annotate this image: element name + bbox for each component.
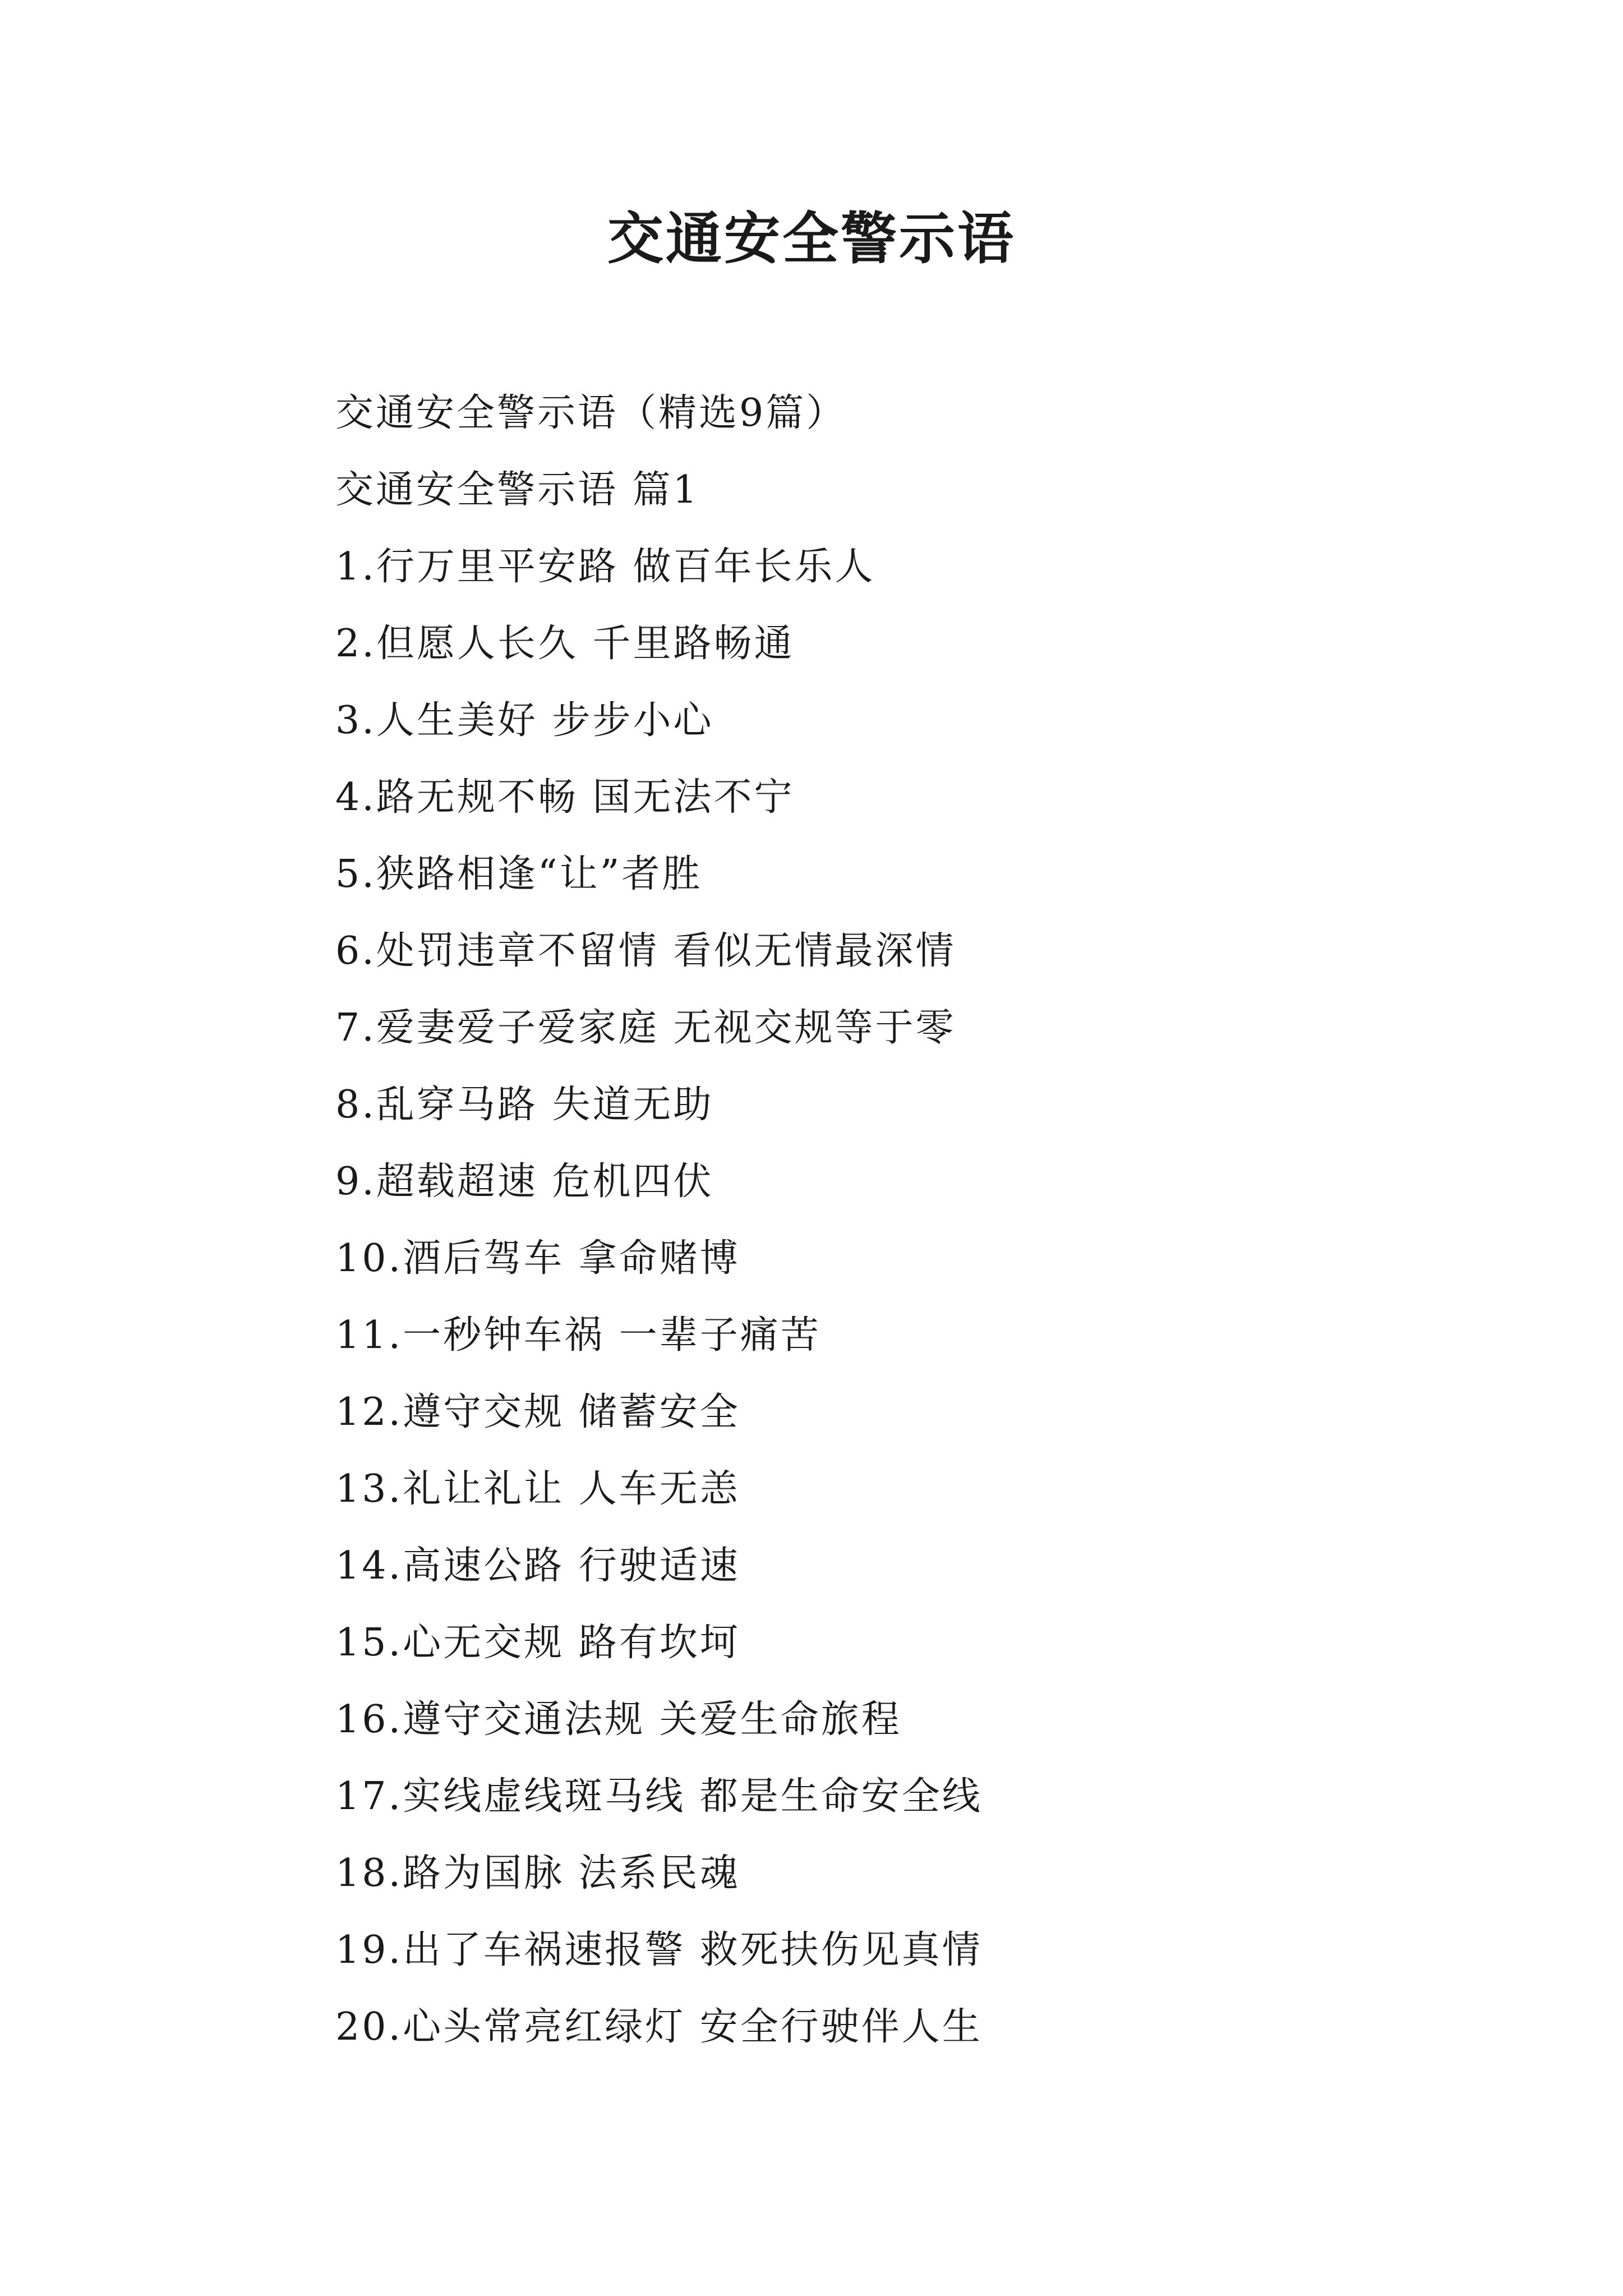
list-item (335, 759, 1457, 836)
list-item (335, 990, 1457, 1066)
list-item (335, 1912, 1457, 1989)
list-item-number: 8. (335, 1083, 376, 1127)
list-item (335, 1451, 1457, 1527)
list-item (335, 1835, 1457, 1912)
list-item-text: 路无规不畅 国无法不宁 (376, 775, 795, 820)
list-item-number: 13. (335, 1467, 403, 1511)
list-item-text: 遵守交规 储蓄安全 (403, 1390, 740, 1434)
document-title: 交通安全警示语 (607, 205, 1016, 272)
list-item-number: 5. (335, 852, 376, 896)
list-item-text: 狭路相逢“让”者胜 (376, 852, 703, 896)
list-item (335, 1374, 1457, 1451)
list-item-text: 心无交规 路有坎坷 (403, 1621, 740, 1665)
document-body (335, 375, 1457, 2065)
list-item-text: 心头常亮红绿灯 安全行驶伴人生 (403, 2005, 983, 2049)
list-item-text: 出了车祸速报警 救死扶伤见真情 (403, 1928, 983, 1972)
list-item-text: 爱妻爱子爱家庭 无视交规等于零 (376, 1006, 956, 1050)
list-item (335, 1066, 1457, 1143)
list-item-text: 超载超速 危机四伏 (376, 1159, 714, 1204)
list-item-text: 行万里平安路 做百年长乐人 (376, 545, 875, 589)
list-item-text: 实线虚线斑马线 都是生命安全线 (403, 1774, 983, 1819)
list-item-number: 10. (335, 1236, 403, 1281)
list-item-text: 路为国脉 法系民魂 (403, 1851, 740, 1895)
section-heading: 交通安全警示语 篇1 (335, 468, 699, 512)
list-item (335, 1220, 1457, 1297)
list-item (335, 1143, 1457, 1220)
list-item-number: 7. (335, 1006, 376, 1050)
list-item (335, 1604, 1457, 1681)
list-item-text: 乱穿马路 失道无助 (376, 1083, 714, 1127)
list-item (335, 913, 1457, 990)
list-item-text: 高速公路 行驶适速 (403, 1544, 740, 1588)
list-item-text: 一秒钟车祸 一辈子痛苦 (403, 1313, 821, 1358)
list-item-number: 20. (335, 2005, 403, 2049)
list-item-number: 18. (335, 1851, 403, 1895)
list-item-number: 14. (335, 1544, 403, 1588)
list-item (335, 836, 1457, 913)
list-item-number: 15. (335, 1621, 403, 1665)
list-item (335, 1681, 1457, 1758)
list-item-number: 2. (335, 622, 376, 666)
slogan-list (335, 528, 1457, 2065)
list-item-number: 16. (335, 1697, 403, 1742)
list-item (335, 682, 1457, 759)
list-item (335, 605, 1457, 682)
list-item (335, 1758, 1457, 1835)
document-subtitle: 交通安全警示语（精选9篇） (335, 391, 847, 435)
list-item-number: 17. (335, 1774, 403, 1819)
list-item-number: 3. (335, 698, 376, 743)
list-item-text: 酒后驾车 拿命赌博 (403, 1236, 740, 1281)
list-item (335, 528, 1457, 605)
list-item (335, 1297, 1457, 1374)
list-item-text: 遵守交通法规 关爱生命旅程 (403, 1697, 902, 1742)
list-item-number: 19. (335, 1928, 403, 1972)
list-item-text: 人生美好 步步小心 (376, 698, 714, 743)
list-item (335, 1989, 1457, 2065)
list-item-text: 处罚违章不留情 看似无情最深情 (376, 929, 956, 973)
list-item-number: 4. (335, 775, 376, 820)
list-item-number: 11. (335, 1313, 403, 1358)
list-item-number: 6. (335, 929, 376, 973)
list-item-text: 但愿人长久 千里路畅通 (376, 622, 795, 666)
list-item (335, 1527, 1457, 1604)
list-item-text: 礼让礼让 人车无恙 (403, 1467, 740, 1511)
list-item-number: 9. (335, 1159, 376, 1204)
list-item-number: 1. (335, 545, 376, 589)
list-item-number: 12. (335, 1390, 403, 1434)
